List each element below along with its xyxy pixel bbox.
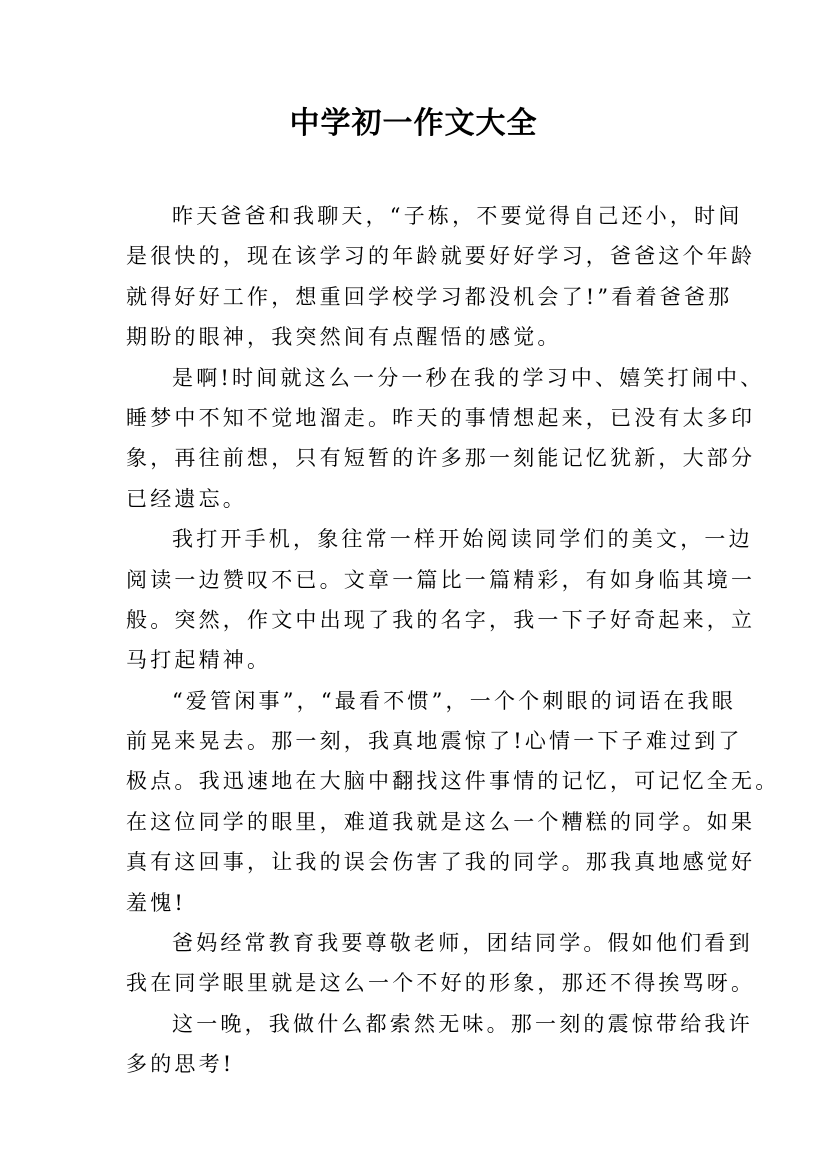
text-line: 睡梦中不知不觉地溜走。昨天的事情想起来，已没有太多印 <box>126 405 756 430</box>
text-line: 这一晚，我做什么都索然无味。那一刻的震惊带给我许 <box>172 1011 753 1036</box>
document-title: 中学初一作文大全 <box>289 106 538 141</box>
text-line: 在这位同学的眼里，难道我就是这么一个糟糕的同学。如果 <box>126 809 756 834</box>
text-line: 昨天爸爸和我聊天，“子栋，不要觉得自己还小，时间 <box>172 204 743 228</box>
text-line: 是很快的，现在该学习的年龄就要好好学习，爸爸这个年龄 <box>126 244 756 269</box>
text-line: 阅读一边赞叹不已。文章一篇比一篇精彩，有如身临其境一 <box>126 567 756 592</box>
text-line: 前晃来晃去。那一刻，我真地震惊了!心情一下子难过到了 <box>126 729 743 754</box>
text-line: 极点。我迅速地在大脑中翻找这件事情的记忆，可记忆全无。 <box>126 769 780 794</box>
document-body <box>126 196 780 1085</box>
text-line: 真有这回事，让我的误会伤害了我的同学。那我真地感觉好 <box>126 850 756 875</box>
text-line: 羞愧! <box>126 890 187 915</box>
text-line: “爱管闲事”，“最看不惯”，一个个刺眼的词语在我眼 <box>172 688 736 713</box>
text-line: 马打起精神。 <box>126 648 272 673</box>
text-line: 期盼的眼神，我突然间有点醒悟的感觉。 <box>126 325 562 350</box>
text-line: 就得好好工作，想重回学校学习都没机会了!”看着爸爸那 <box>126 284 733 309</box>
text-line: 我打开手机，象往常一样开始阅读同学们的美文，一边 <box>172 527 753 552</box>
text-line: 是啊!时间就这么一分一秒在我的学习中、嬉笑打闹中、 <box>172 365 765 390</box>
text-line: 爸妈经常教育我要尊敬老师，团结同学。假如他们看到 <box>172 931 753 956</box>
text-line: 我在同学眼里就是这么一个不好的形象，那还不得挨骂呀。 <box>126 971 756 996</box>
text-line: 般。突然，作文中出现了我的名字，我一下子好奇起来，立 <box>126 607 756 632</box>
text-line: 象，再往前想，只有短暂的许多那一刻能记忆犹新，大部分 <box>126 446 756 471</box>
text-line: 已经遗忘。 <box>126 486 247 511</box>
text-line: 多的思考! <box>126 1052 235 1077</box>
